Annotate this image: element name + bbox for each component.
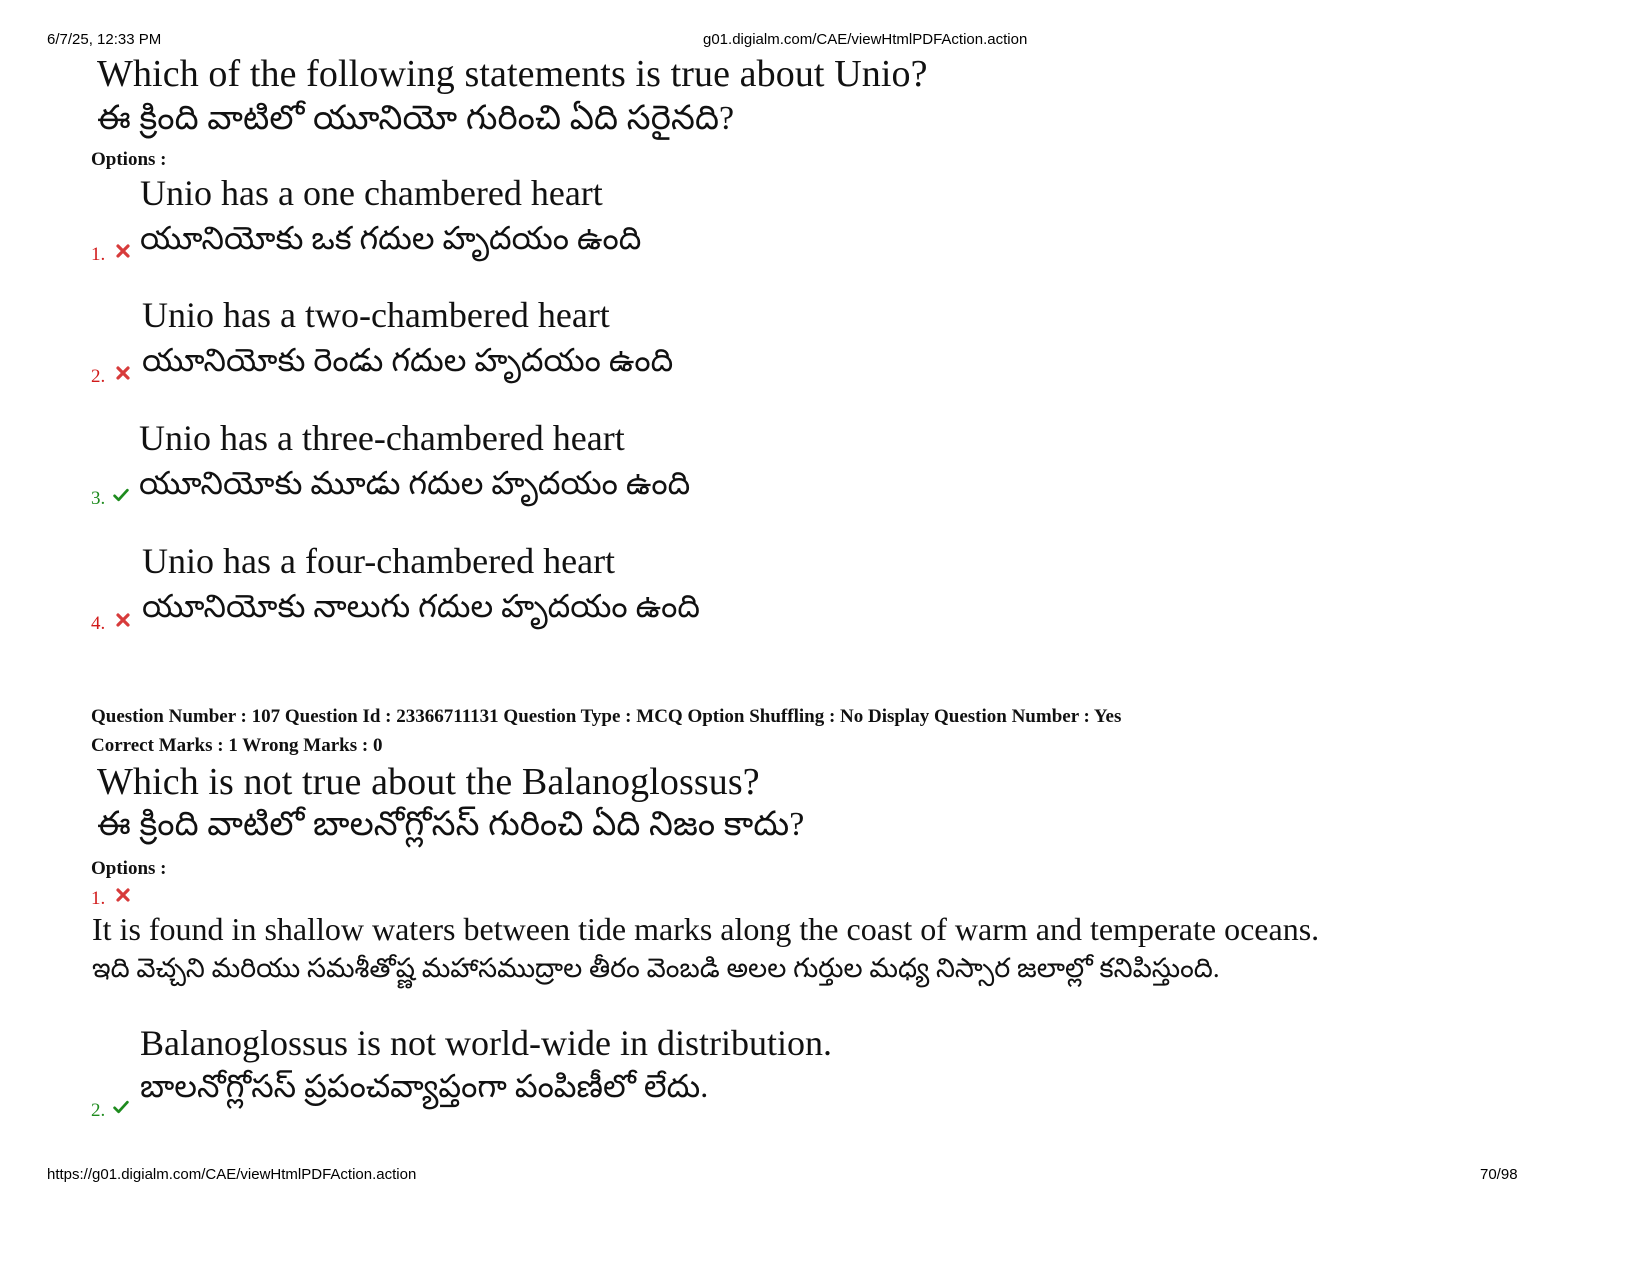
option-text-en: It is found in shallow waters between tide marks along the coast of warm and temperate oceans. <box>92 911 1320 947</box>
option-text-te: బాలనోగ్లోసస్ ప్రపంచవ్యాప్తంగా పంపిణీలో లేదు. <box>140 1068 709 1104</box>
option-number: 2. <box>91 1100 106 1121</box>
option-text-te: యూనియోకు నాలుగు గదుల హృదయం ఉంది <box>142 588 700 624</box>
option-number: 1. <box>91 888 106 909</box>
option-text-te: యూనియోకు ఒక గదుల హృదయం ఉంది <box>140 220 642 256</box>
option-text-en: Unio has a three-chambered heart <box>139 418 625 458</box>
question-meta: Question Number : 107 Question Id : 23366711131 Question Type : MCQ Option Shuffling : No Display Question Number : Yes <box>91 706 1122 727</box>
cross-mark-icon <box>115 243 131 259</box>
option-number: 4. <box>91 613 106 634</box>
cross-mark-icon <box>115 612 131 628</box>
option-number: 2. <box>91 366 106 387</box>
question-text-en: Which is not true about the Balanoglossus? <box>97 761 760 803</box>
options-label: Options : <box>91 149 167 170</box>
page-number: 70/98 <box>1480 1166 1518 1183</box>
option-text-te: యూనియోకు మూడు గదుల హృదయం ఉంది <box>139 465 691 501</box>
check-mark-icon <box>113 487 129 503</box>
cross-mark-icon <box>115 365 131 381</box>
print-footer-url: https://g01.digialm.com/CAE/viewHtmlPDFAction.action <box>47 1166 417 1183</box>
option-text-te: యూనియోకు రెండు గదుల హృదయం ఉంది <box>142 342 674 378</box>
question-text-en: Which of the following statements is true about Unio? <box>97 53 928 95</box>
options-label: Options : <box>91 858 167 879</box>
option-text-en: Unio has a four-chambered heart <box>142 541 616 581</box>
print-datetime: 6/7/25, 12:33 PM <box>47 31 162 48</box>
check-mark-icon <box>113 1099 129 1115</box>
print-header-url: g01.digialm.com/CAE/viewHtmlPDFAction.action <box>703 31 1028 48</box>
option-text-en: Balanoglossus is not world-wide in distribution. <box>140 1023 832 1063</box>
option-text-en: Unio has a one chambered heart <box>140 173 603 213</box>
question-text-te: ఈ క్రింది వాటిలో బాలనోగ్లోసస్ గురించి ఏది నిజం కాదు? <box>97 806 805 843</box>
option-text-en: Unio has a two-chambered heart <box>142 295 610 335</box>
question-text-te: ఈ క్రింది వాటిలో యూనియో గురించి ఏది సరైనది? <box>97 100 735 137</box>
option-number: 1. <box>91 244 106 265</box>
cross-mark-icon <box>115 887 131 903</box>
question-marks: Correct Marks : 1 Wrong Marks : 0 <box>91 735 383 756</box>
option-text-te: ఇది వెచ్చని మరియు సమశీతోష్ణ మహాసముద్రాల తీరం వెంబడి అలల గుర్తుల మధ్య నిస్సార జలాల్లో కనిపిస్తుంది. <box>92 953 1220 983</box>
option-number: 3. <box>91 488 106 509</box>
